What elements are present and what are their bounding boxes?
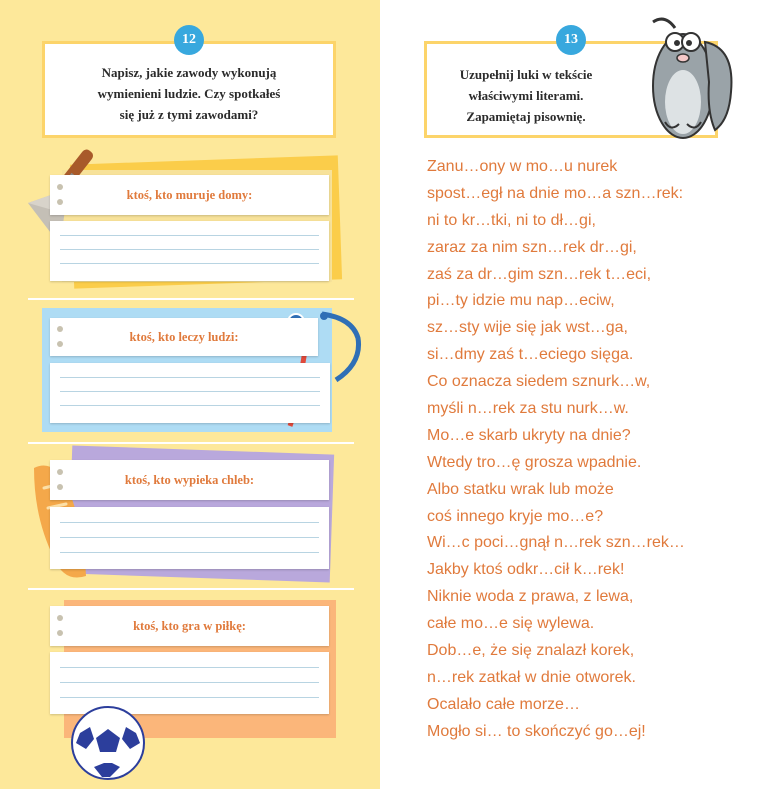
poem-line: n…rek zatkał w dnie otworek. (427, 668, 636, 686)
answer-line (60, 235, 319, 236)
poem-line: pi…ty idzie mu nap…eciw, (427, 292, 615, 310)
item-2-label-card (50, 318, 318, 356)
rabbit-mascot-icon (635, 12, 745, 142)
item-4-label-card (50, 606, 329, 646)
poem-line: Zanu…ony w mo…u nurek (427, 158, 618, 175)
answer-line (60, 377, 320, 378)
poem-line: zaraz za nim szn…rek dr…gi, (427, 238, 637, 256)
instruction-line: właściwymi literami. (468, 88, 584, 103)
task-12-number-badge: 12 (174, 25, 204, 55)
poem-line: Albo statku wrak lub może (427, 480, 614, 498)
section-divider (28, 588, 354, 590)
item-1-answer-area[interactable] (50, 221, 329, 281)
item-1-label-card (50, 175, 329, 215)
task-13-number-badge: 13 (556, 25, 586, 55)
poem-line: Wtedy tro…ę grosza wpadnie. (427, 453, 642, 471)
poem-line: Ocalało całe morze… (427, 695, 580, 713)
section-divider (28, 442, 354, 444)
task-13-instruction (427, 64, 625, 127)
poem-line: całe mo…e się wylewa. (427, 615, 595, 633)
right-page (380, 0, 760, 789)
instruction-line: Uzupełnij luki w tekście (459, 67, 593, 82)
poem-line: spost…egł na dnie mo…a szn…rek: (427, 184, 684, 202)
answer-line (60, 391, 320, 392)
section-divider (28, 298, 354, 300)
answer-line (60, 522, 319, 523)
poem-line: coś innego kryje mo…e? (427, 507, 604, 525)
poem-line: Jakby ktoś odkr…cił k…rek! (427, 561, 625, 579)
poem-line: si…dmy zaś t…eciego sięga. (427, 346, 634, 364)
instruction-line: się już z tymi zawodami? (119, 107, 259, 122)
item-2-answer-area[interactable] (50, 363, 330, 423)
poem-line: Dob…e, że się znalazł korek, (427, 642, 635, 660)
item-1-label: ktoś, kto muruje domy: (126, 187, 253, 202)
poem-line: Co oznacza siedem sznurk…w, (427, 373, 651, 391)
item-4-label: ktoś, kto gra w piłkę: (133, 618, 246, 633)
poem-line: Mo…e skarb ukryty na dnie? (427, 426, 631, 444)
poem-line: myśli n…rek za stu nurk…w. (427, 400, 629, 418)
item-2-label: ktoś, kto leczy ludzi: (129, 329, 239, 344)
answer-line (60, 405, 320, 406)
poem-line: Mogło si… to skończyć go…ej! (427, 722, 646, 740)
soccer-ball-icon (70, 705, 146, 781)
answer-line (60, 682, 319, 683)
item-3-label-card (50, 460, 329, 500)
answer-line (60, 552, 319, 553)
item-3-label: ktoś, kto wypieka chleb: (124, 472, 255, 487)
answer-line (60, 263, 319, 264)
instruction-line: wymienieni ludzie. Czy spotkałeś (97, 86, 281, 101)
task-12-instruction-box (42, 41, 336, 138)
item-3-answer-area[interactable] (50, 507, 329, 569)
answer-line (60, 249, 319, 250)
instruction-line: Napisz, jakie zawody wykonują (101, 65, 277, 80)
poem-line: ni to kr…tki, ni to dł…gi, (427, 211, 596, 229)
answer-line (60, 697, 319, 698)
answer-line (60, 667, 319, 668)
instruction-line: Zapamiętaj pisownię. (466, 109, 586, 124)
poem-line: Wi…c poci…gnął n…rek szn…rek… (427, 534, 685, 552)
poem-line: sz…sty wije się jak wst…ga, (427, 319, 628, 337)
task-12-instruction (45, 62, 333, 125)
poem-text (427, 154, 685, 746)
answer-line (60, 537, 319, 538)
poem-line: Niknie woda z prawa, z lewa, (427, 588, 634, 606)
poem-line: zaś za dr…gim szn…rek t…eci, (427, 265, 652, 283)
